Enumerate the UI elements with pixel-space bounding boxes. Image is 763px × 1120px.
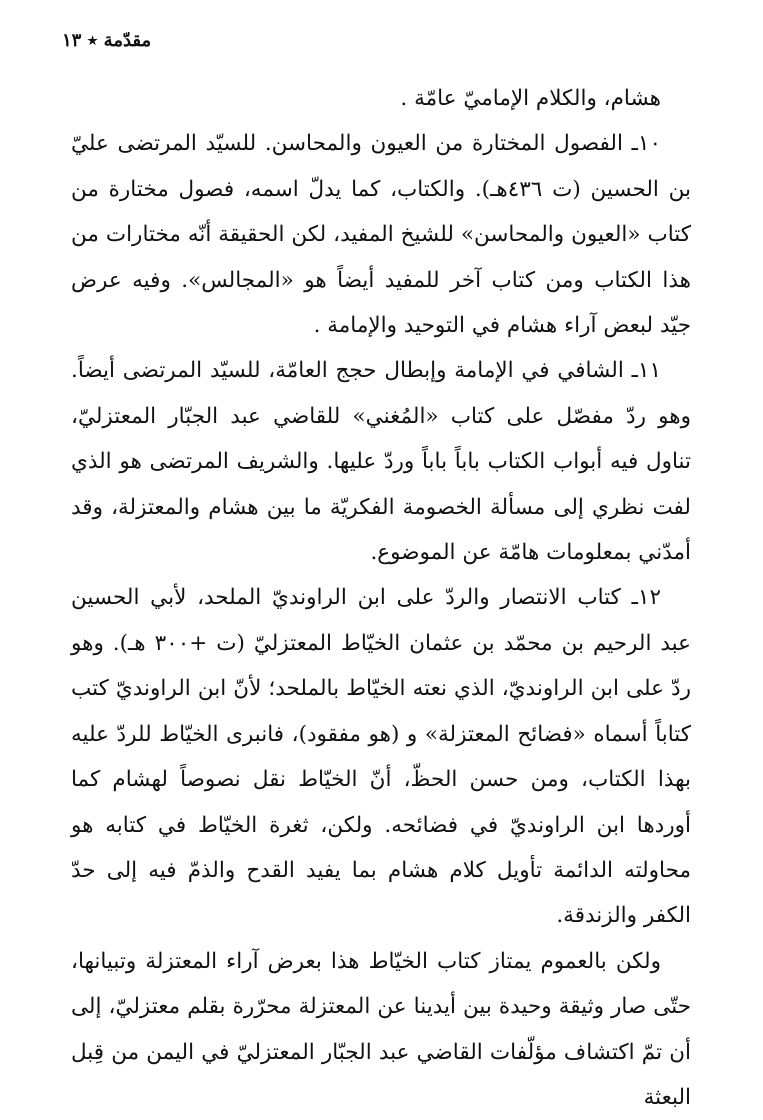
paragraph-closing: ولكن بالعموم يمتاز كتاب الخيّاط هذا بعرض آراء المعتزلة وتبيانها، حتّى صار وثيقة وحيدة بين أيدينا عن المعتزلة محرّرة بقلم معتزليّ، إلى أن تمّ اكتشاف مؤلّفات القاضي عبد الجبّار المعتزليّ في اليمن من قِبل البعثة: [71, 948, 691, 1110]
paragraph-continuation: هشام، والكلام الإماميّ عامّة .: [400, 86, 661, 111]
paragraph-item-11: ١١ـ الشافي في الإمامة وإبطال حجج العامّة، للسيّد المرتضى أيضاً. وهو ردّ مفصّل على كتاب «المُغني» للقاضي عبد الجبّار المعتزليّ، تناول فيه أبواب الكتاب باباً باباً وردّ عليها. والشريف المرتضى هو الذي لفت نظري إلى مسألة الخصومة الفكريّة ما بين هشام والمعتزلة، وقد أمدّني بمعلومات هامّة عن الموضوع.: [71, 358, 691, 566]
body-text: [71, 76, 691, 1120]
paragraph-item-10: ١٠ـ الفصول المختارة من العيون والمحاسن. للسيّد المرتضى عليّ بن الحسين (ت ٤٣٦هـ). والكتاب، كما يدلّ اسمه، فصول مختارة من كتاب «العيون والمحاسن» للشيخ المفيد، لكن الحقيقة أنّه مختارات من هذا الكتاب ومن كتاب آخر للمفيد أيضاً هو «المجالس». وفيه عرض جيّد لبعض آراء هشام في التوحيد والإمامة .: [71, 131, 691, 339]
running-header: مقدّمة ٭ ١٣: [62, 30, 152, 51]
paragraph-item-12: ١٢ـ كتاب الانتصار والردّ على ابن الراونديّ الملحد، لأبي الحسين عبد الرحيم بن محمّد بن عثمان الخيّاط المعتزليّ (ت +٣٠٠ هـ). وهو ردّ على ابن الراونديّ، الذي نعته الخيّاط بالملحد؛ لأنّ ابن الراونديّ كتب كتاباً أسماه «فضائح المعتزلة» و (هو مفقود)، فانبرى الخيّاط للردّ عليه بهذا الكتاب، ومن حسن الحظّ، أنّ الخيّاط نقل نصوصاً لهشام كما أوردها ابن الراونديّ في فضائحه. ولكن، ثغرة الخيّاط في كتابه هو محاولته الدائمة تأويل كلام هشام بما يفيد القدح والذمّ فيه إلى حدّ الكفر والزندقة.: [71, 585, 691, 929]
